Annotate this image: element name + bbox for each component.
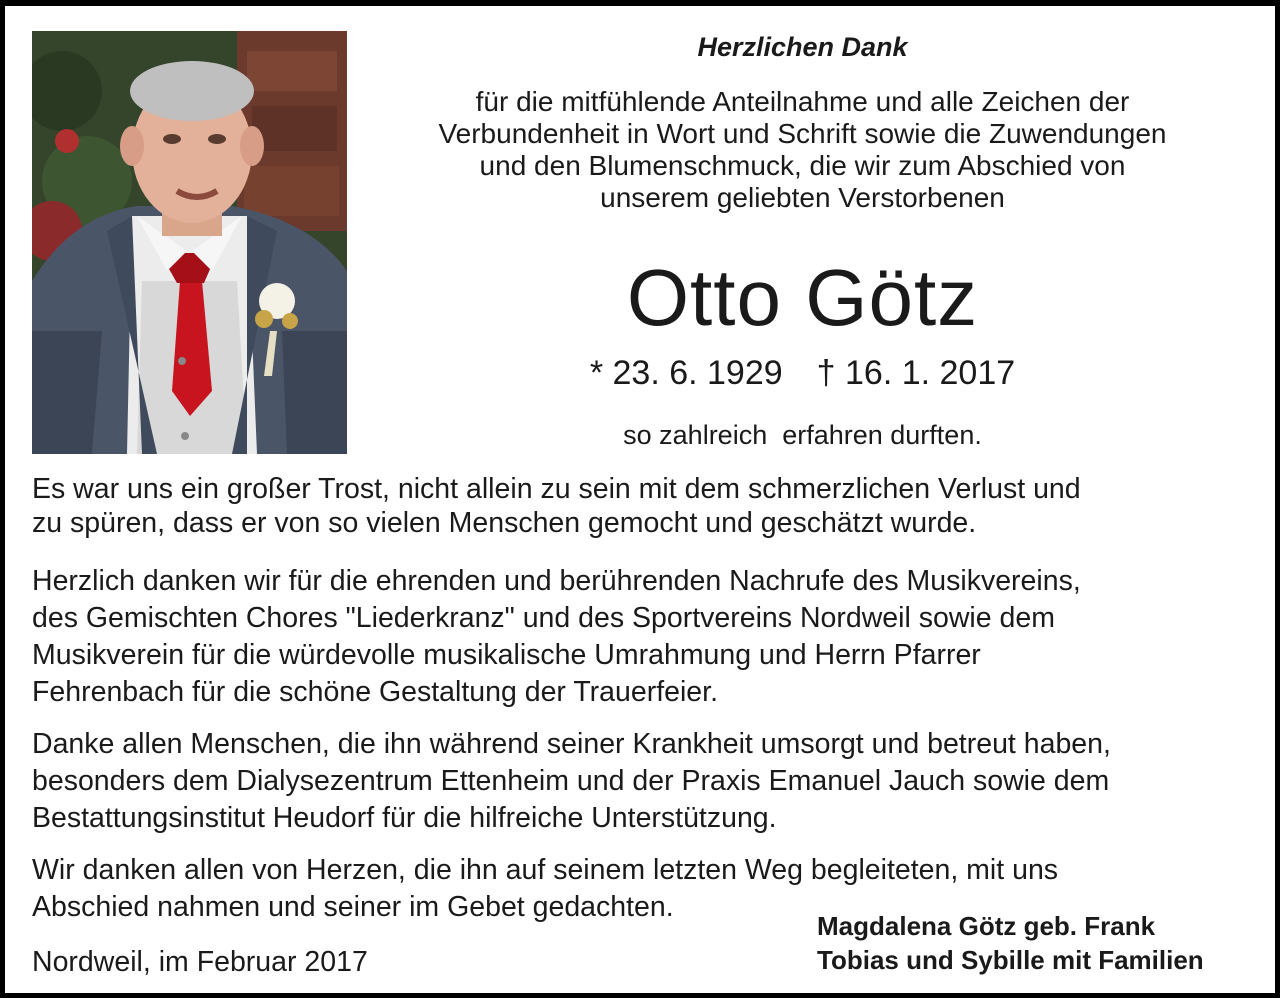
intro-line: unserem geliebten Verstorbenen [600,182,1005,213]
place-date: Nordweil, im Februar 2017 [32,946,368,978]
outro-text: so zahlreich erfahren durften. [623,420,982,450]
intro-line: für die mitfühlende Anteilnahme und alle Zeichen der [475,86,1130,117]
birth-date: * 23. 6. 1929 [589,354,783,392]
paragraph-comfort [32,472,1252,540]
signer-line: Magdalena Götz geb. Frank [817,911,1156,941]
paragraph-line: des Gemischten Chores "Liederkranz" und des Sportvereins Nordweil sowie dem [32,602,1055,634]
intro-line: Verbundenheit in Wort und Schrift sowie die Zuwendungen [438,118,1167,149]
paragraph-line: Bestattungsinstitut Heudorf für die hilfreiche Unterstützung. [32,802,777,834]
paragraph-line: Musikverein für die würdevolle musikalische Umrahmung und Herrn Pfarrer [32,639,981,671]
intro-text [380,86,1225,214]
intro-line: und den Blumenschmuck, die wir zum Abschied von [479,150,1126,181]
paragraph-line: Fehrenbach für die schöne Gestaltung der Trauerfeier. [32,676,718,708]
portrait-photo [32,31,347,454]
paragraph-line: Es war uns ein großer Trost, nicht allein zu sein mit dem schmerzlichen Verlust und [32,473,1081,505]
paragraph-line: Danke allen Menschen, die ihn während seiner Krankheit umsorgt und betreut haben, [32,728,1111,760]
paragraph-eulogies [32,563,1252,711]
paragraph-line: Herzlich danken wir für die ehrenden und berührenden Nachrufe des Musikvereins, [32,565,1081,597]
paragraph-line: Wir danken allen von Herzen, die ihn auf seinem letzten Weg begleiteten, mit uns [32,854,1059,886]
paragraph-line: Abschied nahmen und seiner im Gebet gedachten. [32,891,674,923]
signer-line: Tobias und Sybille mit Familien [817,945,1204,975]
paragraph-line: zu spüren, dass er von so vielen Menschen gemocht und geschätzt wurde. [32,507,977,539]
life-dates [380,352,1225,394]
death-date: † 16. 1. 2017 [816,354,1016,392]
paragraph-care [32,726,1252,837]
portrait-illustration [32,31,347,454]
paragraph-line: besonders dem Dialysezentrum Ettenheim und der Praxis Emanuel Jauch sowie dem [32,765,1110,797]
thanks-title: Herzlichen Dank [697,32,908,62]
deceased-name: Otto Götz [626,253,979,342]
signers [817,909,1204,977]
